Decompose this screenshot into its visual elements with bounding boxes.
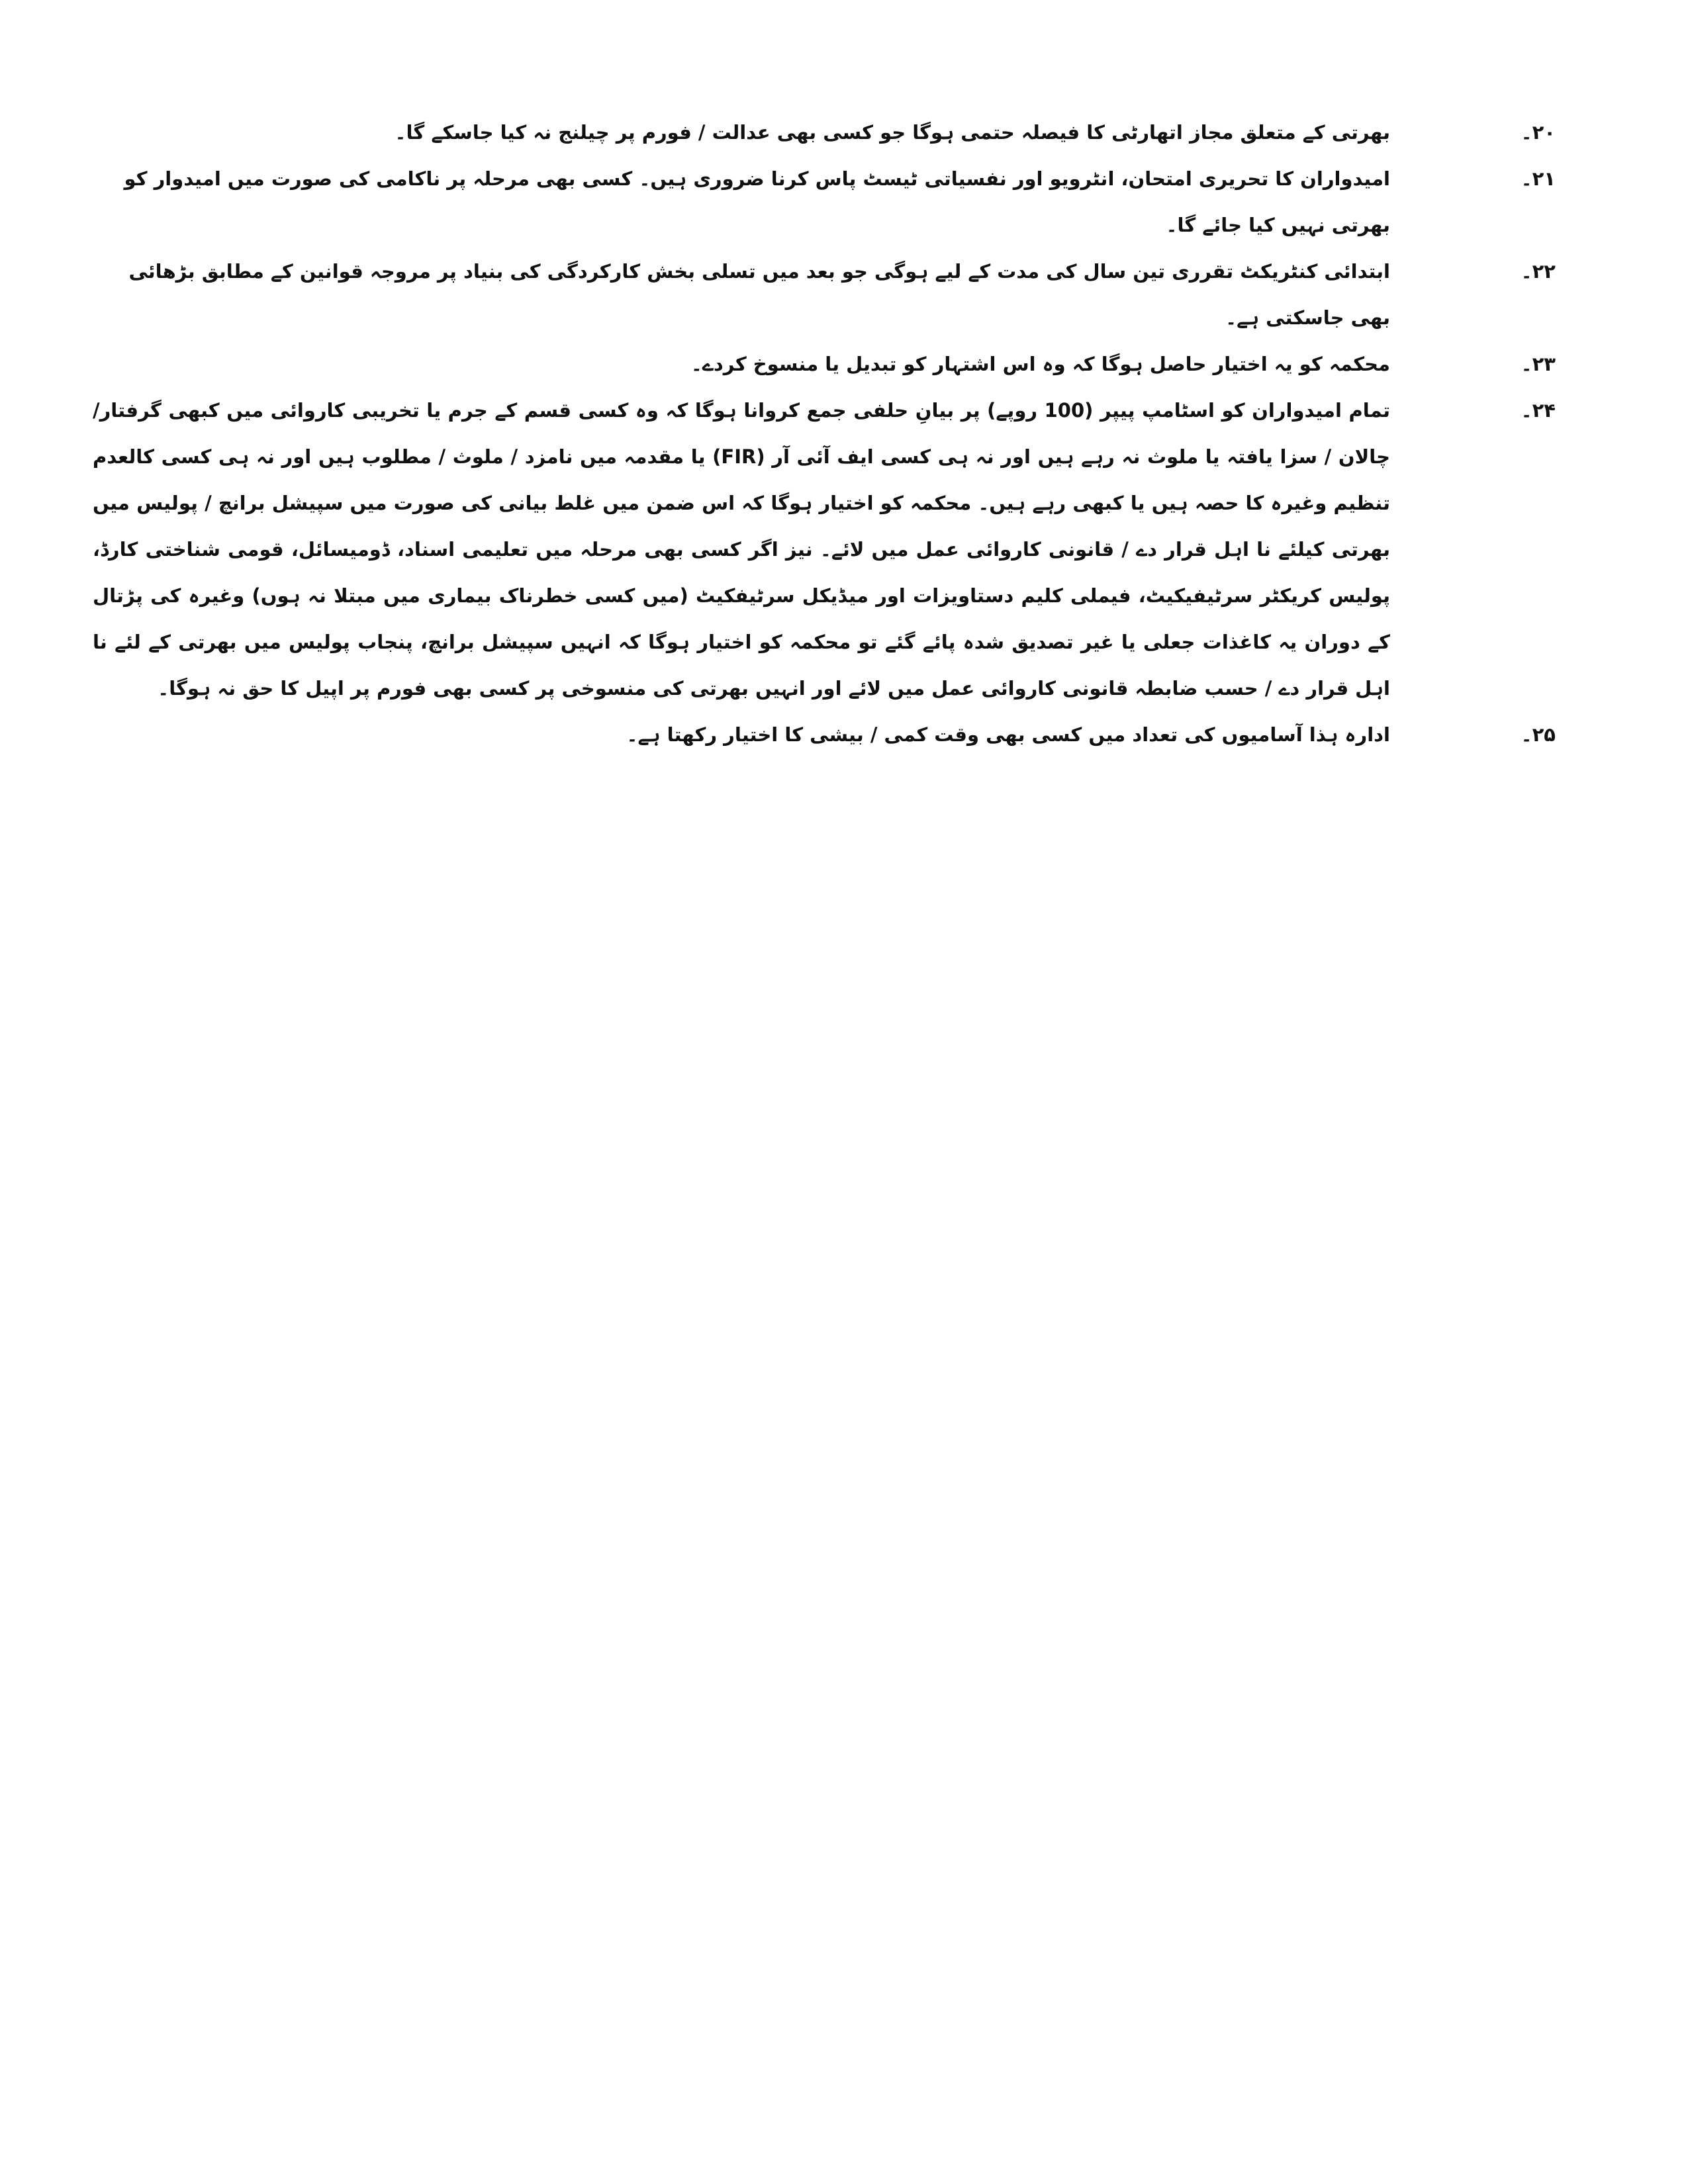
clause-text: بھرتی کے متعلق مجاز اتھارٹی کا فیصلہ حتمی ہوگا جو کسی بھی عدالت / فورم پر چیلنج نہ کیا جاسکے گا۔ <box>395 121 1390 144</box>
clause-21 <box>93 156 1556 248</box>
clause-24 <box>93 387 1556 711</box>
clause-number: ۲۵۔ <box>1521 723 1556 746</box>
document-body <box>93 109 1556 758</box>
clause-20 <box>93 109 1556 156</box>
clause-number: ۲۰۔ <box>1521 121 1556 144</box>
clause-25 <box>93 711 1556 758</box>
clause-number: ۲۲۔ <box>1521 260 1556 283</box>
clause-text: تمام امیدواران کو اسٹامپ پیپر (100 روپے) پر بیانِ حلفی جمع کروانا ہوگا کہ وہ کسی قسم کے جرم یا تخریبی کاروائی میں کبھی گرفتار/ چالان / سزا یافتہ یا ملوث نہ رہے ہیں اور نہ ہی کسی ایف آئی آر (FIR) یا مقدمہ میں نامزد / ملوث / مطلوب ہیں اور نہ ہی کسی کالعدم تنظیم وغیرہ کا حصہ ہیں یا کبھی رہے ہیں۔ محکمہ کو اختیار ہوگا کہ اس ضمن میں غلط بیانی کی صورت میں سپیشل برانچ / پولیس میں بھرتی کیلئے نا اہل قرار دے / قانونی کاروائی عمل میں لائے۔ نیز اگر کسی بھی مرحلہ میں تعلیمی اسناد، ڈومیسائل، قومی شناختی کارڈ، پولیس کریکٹر سرٹیفیکیٹ، فیملی کلیم دستاویزات اور میڈیکل سرٹیفکیٹ (میں کسی خطرناک بیماری میں مبتلا نہ ہوں) وغیرہ کی پڑتال کے دوران یہ کاغذات جعلی یا غیر تصدیق شدہ پائے گئے تو محکمہ کو اختیار ہوگا کہ انہیں سپیشل برانچ، پنجاب پولیس میں بھرتی کے لئے نا اہل قرار دے / حسب ضابطہ قانونی کاروائی عمل میں لائے اور انہیں بھرتی کی منسوخی پر کسی بھی فورم پر اپیل کا حق نہ ہوگا۔ <box>93 399 1390 700</box>
clause-text: ادارہ ہذا آسامیوں کی تعداد میں کسی بھی وقت کمی / بیشی کا اختیار رکھتا ہے۔ <box>626 723 1390 746</box>
clause-number: ۲۳۔ <box>1521 353 1556 375</box>
clause-number: ۲۴۔ <box>1521 399 1556 422</box>
clause-22 <box>93 248 1556 341</box>
clause-number: ۲۱۔ <box>1521 167 1556 190</box>
clause-text: محکمہ کو یہ اختیار حاصل ہوگا کہ وہ اس اشتہار کو تبدیل یا منسوخ کردے۔ <box>690 353 1390 375</box>
clause-23 <box>93 341 1556 387</box>
clause-text: ابتدائی کنٹریکٹ تقرری تین سال کی مدت کے لیے ہوگی جو بعد میں تسلی بخش کارکردگی کی بنیاد پر مروجہ قوانین کے مطابق بڑھائی بھی جاسکتی ہے۔ <box>128 260 1390 329</box>
clause-text: امیدواران کا تحریری امتحان، انٹرویو اور نفسیاتی ٹیسٹ پاس کرنا ضروری ہیں۔ کسی بھی مرحلہ پر ناکامی کی صورت میں امیدوار کو بھرتی نہیں کیا جائے گا۔ <box>124 167 1390 236</box>
